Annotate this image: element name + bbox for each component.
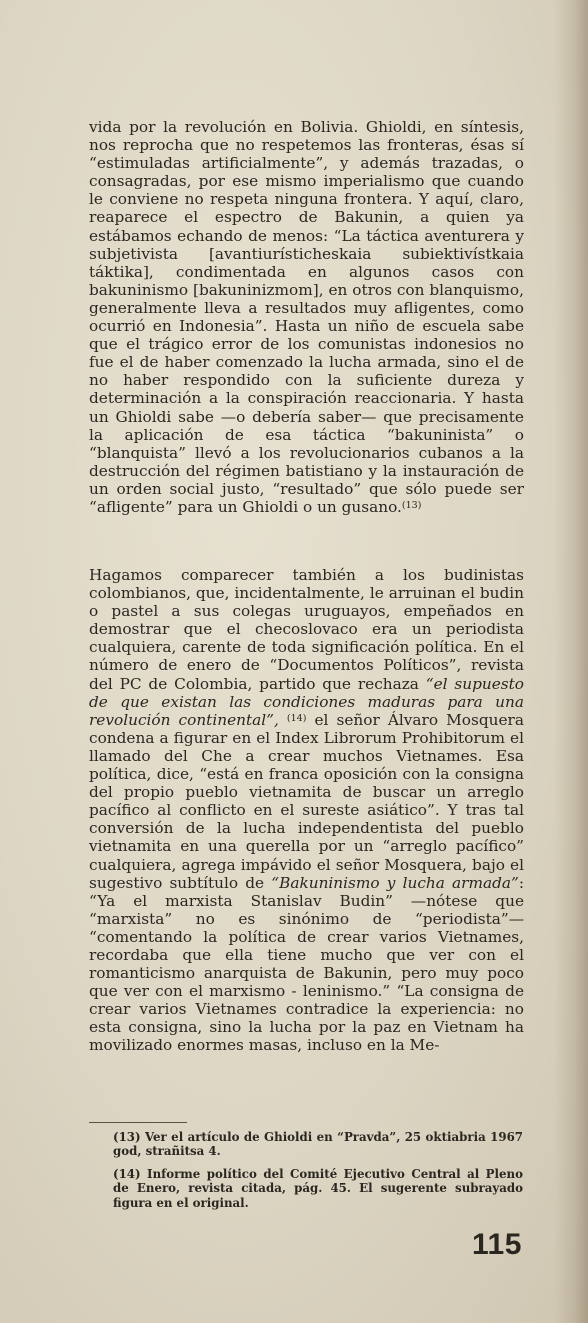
footnote-14: (14) Informe político del Comité Ejecutivo Central al Pleno de Enero, revista citada, pág. 45. El sugerente subrayado figura en el original. — [113, 1167, 523, 1210]
footnote-ref-13: (13) — [401, 499, 422, 511]
footnote-13: (13) Ver el artículo de Ghioldi en “Pravda”, 25 oktiabria 1967 god, strañitsa 4. — [113, 1130, 523, 1159]
body-paragraph-1 — [89, 118, 524, 516]
footnote-divider — [89, 1122, 187, 1123]
paragraph-1-text: vida por la revolución en Bolivia. Ghioldi, en síntesis, nos reprocha que no respetemos las fronteras, ésas sí “estimuladas artificialmente”, y además trazadas, o consagradas, por ese mismo imperialismo que cuando le conviene no respeta ninguna frontera. Y aquí, claro, reaparece el espectro de Bakunin, a quien ya estábamos echando de menos: “La táctica aventurera y subjetivista [avantiurísticheskaia subiektivístkaia táktika], condimentada en algunos casos con bakuninismo [bakuninizmom], en otros con blanquismo, generalmente lleva a resultados muy afligentes, como ocurrió en Indonesia”. Hasta un niño de escuela sabe que el trágico error de los comunistas indonesios no fue el de haber comenzado la lucha armada, sino el de no haber respondido con la suficiente dureza y determinación a la conspiración reaccionaria. Y hasta un Ghioldi sabe —o debería saber— que precisamente la aplicación de esa táctica “bakuninista” o “blanquista” llevó a los revolucionarios cubanos a la destrucción del régimen batistiano y la instauración de un orden social justo, “resultado” que sólo puede ser “afligente” para un Ghioldi o un gusano. — [89, 118, 524, 516]
paragraph-2-text-a: Hagamos comparecer también a los budinistas colombianos, que, incidentalmente, le arruinan el budin o pastel a sus colegas uruguayos, empeñados en demostrar que el checoslovaco era un periodista cualquiera, carente de toda significación política. En el número de enero de “Documentos Políticos”, revista del PC de Colombia, partido que rechaza — [89, 566, 524, 693]
paragraph-2-italic-subtitle: “Bakuninismo y lucha armada” — [271, 873, 519, 892]
paragraph-2-italic-quote: “el supuesto de que existan las condiciones maduras para una revolución continental”, — [89, 674, 525, 729]
page-number: 115 — [472, 1228, 522, 1261]
body-paragraph-2 — [89, 566, 524, 1055]
paragraph-2-text-b: el señor Álvaro Mosquera condena a figurar en el Index Librorum Prohibitorum el llamado del Che a crear muchos Vietnames. Esa política, dice, “está en franca oposición con la consigna del propio pueblo vietnamita de buscar un arreglo pacífico al conflicto en el sureste asiático”. Y tras tal conversión de la lucha independentista del pueblo vietnamita en una querella por un “arreglo pacífico” cualquiera, agrega impávido el señor Mosquera, bajo el sugestivo subtítulo de — [89, 710, 524, 892]
paragraph-2-text-c: : “Ya el marxista Stanislav Budin” —nótese que “marxista” no es sinónimo de “periodista”— “comentando la política de crear varios Vietnames, recordaba que ella tiene mucho que ver con el romanticismo anarquista de Bakunin, pero muy poco que ver con el marxismo - leninismo.” “La consigna de crear varios Vietnames contradice la experiencia: no esta consigna, sino la lucha por la paz en Vietnam ha movilizado enormes masas, incluso en la Me- — [89, 873, 524, 1055]
footnote-ref-14: (14) — [286, 712, 307, 724]
